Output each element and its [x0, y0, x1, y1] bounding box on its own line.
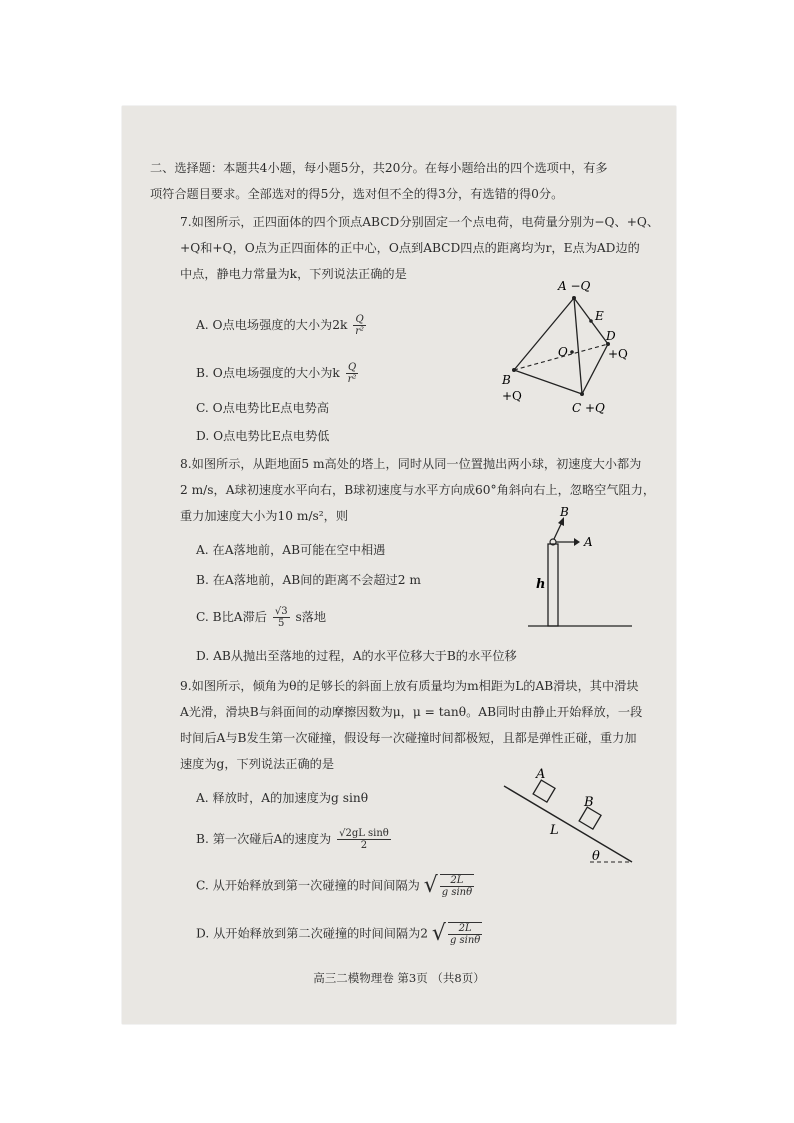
tetrahedron-diagram — [492, 268, 652, 420]
q8-option-c-unit: s落地 — [295, 610, 327, 624]
q8-option-a: A. 在A落地前，AB可能在空中相遇 — [196, 543, 386, 557]
q9-option-b-fraction — [337, 828, 391, 851]
q9-option-d-radical: √ $\frac{2L}{\text{g sinθ}}$ — [431, 921, 481, 946]
q8-option-d: D. AB从抛出至落地的过程，A的水平位移大于B的水平位移 — [196, 649, 517, 663]
q9-stem-line1: 9.如图所示，倾角为θ的足够长的斜面上放有质量均为m相距为L的AB滑块，其中滑块 — [180, 679, 639, 693]
q8-option-c-text: C. B比A滞后 — [196, 610, 267, 624]
label-height-h: h — [536, 577, 546, 592]
tower-diagram — [522, 500, 642, 634]
q8-option-b: B. 在A落地前，AB间的距离不会超过2 m — [196, 573, 421, 587]
q7-option-b-text: B. O点电场强度的大小为k — [196, 366, 340, 380]
q9-option-c-radical: √ $\frac{2L}{\text{g sinθ}}$ — [423, 873, 473, 898]
q9-stem-line4: 速度为g，下列说法正确的是 — [180, 757, 335, 771]
fraction-denominator: g sinθ — [441, 887, 473, 898]
label-midpoint-e: E — [595, 309, 604, 323]
incline-diagram — [500, 734, 636, 868]
label-block-b: B — [584, 795, 594, 810]
q8-stem-line1: 8.如图所示，从距地面5 m高处的塔上，同时从同一位置抛出两小球，初速度大小都为 — [180, 457, 642, 471]
label-charge-d: +Q — [608, 347, 628, 361]
page-footer: 高三二模物理卷 第3页 （共8页） — [313, 971, 485, 985]
label-angle-theta: θ — [592, 849, 600, 864]
q9-option-b-text: B. 第一次碰后A的速度为 — [196, 832, 332, 846]
label-vertex-b: B — [502, 373, 511, 387]
q7-stem-line3: 中点，静电力常量为k，下列说法正确的是 — [180, 267, 407, 281]
q9-option-d-text: D. 从开始释放到第二次碰撞的时间间隔为2 — [196, 926, 429, 941]
q7-option-d: D. O点电势比E点电势低 — [196, 429, 330, 443]
q9-option-d — [196, 922, 484, 946]
q7-option-a-fraction — [353, 314, 366, 337]
label-vertex-c: C +Q — [572, 401, 605, 415]
q9-stem-line2: A光滑，滑块B与斜面间的动摩擦因数为μ，μ = tanθ。AB同时由静止开始释放，一段 — [180, 705, 643, 719]
q8-option-c — [196, 606, 326, 629]
fraction-denominator: r² — [347, 374, 357, 385]
fraction-denominator: g sinθ — [449, 935, 481, 946]
q7-stem-line1: 7.如图所示，正四面体的四个顶点ABCD分别固定一个点电荷，电荷量分别为−Q、+Q、 — [180, 215, 660, 229]
q7-option-b-fraction — [346, 362, 359, 385]
label-block-a: A — [536, 767, 546, 782]
q8-stem-line2: 2 m/s，A球初速度水平向右，B球初速度与水平方向成60°角斜向右上，忽略空气阻力， — [180, 483, 656, 497]
label-charge-b: +Q — [502, 389, 522, 403]
fraction-numerator: 2L — [448, 923, 482, 935]
section-heading-line2: 项符合题目要求。全部选对的得5分，选对但不全的得3分，有选错的得0分。 — [150, 187, 564, 201]
label-distance-l: L — [550, 823, 559, 838]
fraction-numerator: Q — [346, 362, 359, 374]
q7-option-a — [196, 314, 368, 337]
fraction-numerator: √2gL sinθ — [339, 828, 389, 839]
exam-page — [122, 106, 676, 1024]
fraction-numerator: 2L — [440, 875, 474, 887]
q9-stem-line3: 时间后A与B发生第一次碰撞，假设每一次碰撞时间都极短，且都是弹性正碰，重力加 — [180, 731, 637, 745]
fraction-denominator: r² — [355, 326, 365, 337]
q7-option-c: C. O点电势比E点电势高 — [196, 401, 330, 415]
fraction-denominator: 2 — [360, 840, 368, 851]
fraction-denominator: 5 — [278, 618, 285, 629]
fraction-numerator: √3 — [274, 606, 288, 617]
q8-option-c-fraction — [273, 606, 290, 629]
fraction-numerator: Q — [353, 314, 366, 326]
q7-option-b — [196, 362, 360, 385]
label-ball-a: A — [584, 535, 593, 549]
q8-stem-line3: 重力加速度大小为10 m/s²，则 — [180, 509, 349, 523]
q7-option-a-text: A. O点电场强度的大小为2k — [196, 318, 348, 332]
label-vertex-a: A −Q — [558, 279, 591, 293]
label-center-o: O — [558, 345, 568, 359]
label-ball-b: B — [560, 505, 569, 519]
label-vertex-d: D — [606, 329, 616, 343]
section-heading-line1: 二、选择题：本题共4小题，每小题5分，共20分。在每小题给出的四个选项中，有多 — [150, 161, 608, 175]
q9-option-a: A. 释放时，A的加速度为g sinθ — [196, 791, 369, 805]
q9-option-c-text: C. 从开始释放到第一次碰撞的时间间隔为 — [196, 878, 420, 893]
q9-option-c — [196, 874, 476, 898]
q7-stem-line2: +Q和+Q，O点为正四面体的正中心，O点到ABCD四点的距离均为r，E点为AD边的 — [180, 241, 640, 255]
q9-option-b — [196, 828, 393, 851]
